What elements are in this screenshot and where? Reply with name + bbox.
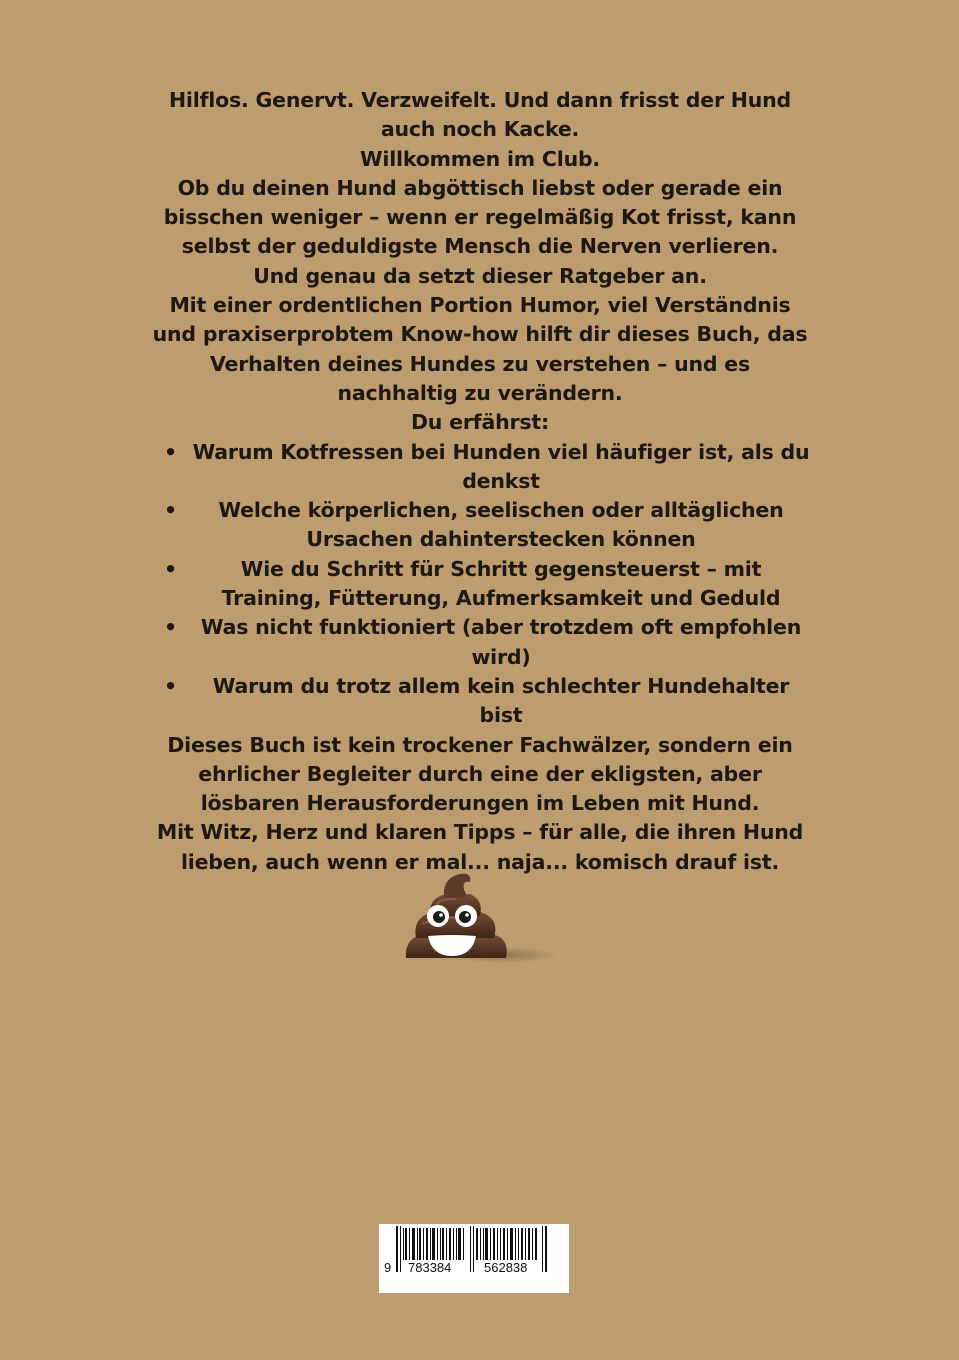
- list-item-text: Warum Kotfressen bei Hunden viel häufiger ist, als du denkst: [192, 439, 810, 493]
- list-item-text: Welche körperlichen, seelischen oder alltäglichen Ursachen dahinterstecken können: [218, 498, 784, 552]
- bullet-icon: •: [164, 439, 177, 464]
- closing-line-1: Dieses Buch ist kein trockener Fachwälzer, sondern ein ehrlicher Begleiter durch eine der ekligsten, aber lösbaren Herausforderungen im Leben mit Hund.: [167, 732, 793, 816]
- isbn-barcode: [379, 1224, 569, 1293]
- poop-emoji-icon: [398, 868, 558, 964]
- bullet-icon: •: [164, 615, 177, 640]
- list-item: [150, 672, 810, 731]
- list-item: [150, 438, 810, 497]
- list-item-text: Warum du trotz allem kein schlechter Hundehalter bist: [212, 673, 790, 728]
- intro-line-2: Willkommen im Club.: [359, 146, 601, 171]
- intro-line-5: Mit einer ordentlichen Portion Humor, viel Verständnis und praxiserprobtem Know-how hilft dir dieses Buch, das Verhalten deines Hundes zu verstehen – und es nachhaltig zu verändern.: [152, 293, 808, 405]
- bullet-icon: •: [164, 498, 177, 523]
- bullet-icon: •: [164, 673, 177, 698]
- closing-line-2: Mit Witz, Herz und klaren Tipps – für alle, die ihren Hund lieben, auch wenn er mal... naja... komisch drauf ist.: [156, 820, 804, 874]
- bullet-icon: •: [164, 556, 177, 581]
- list-item: [150, 496, 810, 555]
- intro-line-6: Du erfährst:: [410, 410, 550, 435]
- intro-line-3: Ob du deinen Hund abgöttisch liebst oder gerade ein bisschen weniger – wenn er regelmäßig Kot frisst, kann selbst der geduldigste Mensch die Nerven verlieren.: [163, 175, 797, 259]
- benefits-list: [150, 438, 810, 731]
- barcode-first-digit: 9: [384, 1260, 392, 1275]
- barcode-left-digits: 783384: [408, 1260, 452, 1275]
- list-item-text: Was nicht funktioniert (aber trotzdem oft empfohlen wird): [200, 615, 802, 669]
- intro-line-1: Hilflos. Genervt. Verzweifelt. Und dann frisst der Hund auch noch Kacke.: [168, 88, 792, 142]
- intro-line-4: Und genau da setzt dieser Ratgeber an.: [253, 263, 707, 288]
- list-item: [150, 613, 810, 672]
- barcode-right-digits: 562838: [484, 1260, 528, 1275]
- list-item-text: Wie du Schritt für Schritt gegensteuerst – mit Training, Fütterung, Aufmerksamkeit und Geduld: [221, 556, 781, 611]
- list-item: [150, 555, 810, 614]
- blurb-text: [150, 86, 810, 877]
